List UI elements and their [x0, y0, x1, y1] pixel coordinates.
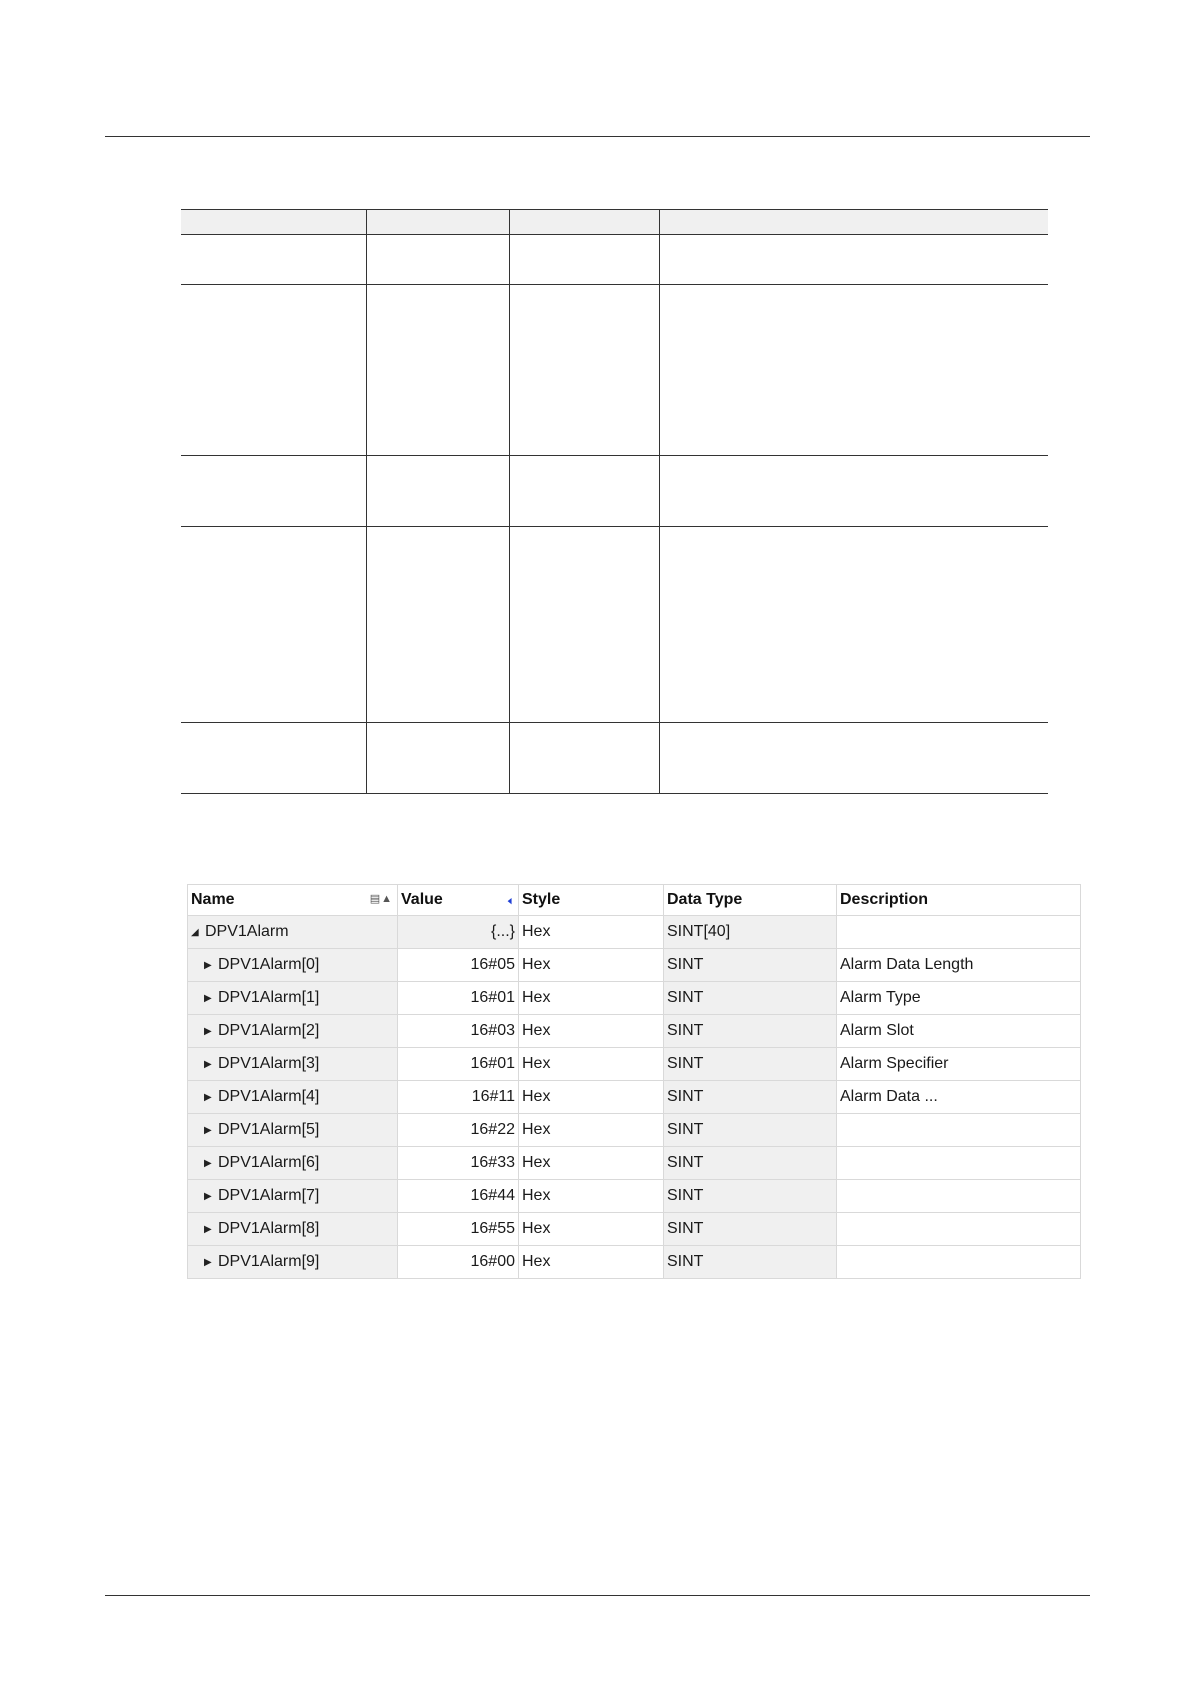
tag-data-type-cell[interactable]: SINT: [664, 949, 837, 982]
tag-style-cell[interactable]: Hex: [519, 1180, 664, 1213]
tag-value-cell[interactable]: 16#33: [398, 1147, 519, 1180]
parameter-cell: [509, 285, 659, 456]
parameter-cell: [366, 723, 509, 794]
parameter-cell: [659, 235, 1048, 285]
tag-name-cell[interactable]: [188, 982, 398, 1015]
tag-name: DPV1Alarm[1]: [218, 989, 320, 1006]
tag-style-cell[interactable]: Hex: [519, 1015, 664, 1048]
tag-data-type-cell[interactable]: SINT: [664, 982, 837, 1015]
tag-data-type-cell[interactable]: SINT: [664, 1213, 837, 1246]
tag-name-cell[interactable]: [188, 1015, 398, 1048]
tag-name: DPV1Alarm[7]: [218, 1187, 320, 1204]
tag-description-cell[interactable]: Alarm Data Length: [837, 949, 1081, 982]
tag-data-type-cell[interactable]: SINT: [664, 1081, 837, 1114]
parameter-cell: [366, 456, 509, 527]
tag-value-cell[interactable]: 16#55: [398, 1213, 519, 1246]
parameter-cell: [181, 235, 366, 285]
parameter-row: [181, 527, 1048, 723]
tag-description-cell[interactable]: [837, 1180, 1081, 1213]
tag-name-cell[interactable]: [188, 1180, 398, 1213]
column-header-data-type[interactable]: Data Type: [664, 885, 837, 916]
parameter-row: [181, 456, 1048, 527]
expand-triangle-icon[interactable]: ▶: [204, 1224, 212, 1235]
parameter-cell: [659, 456, 1048, 527]
tag-row[interactable]: [188, 1081, 1081, 1114]
column-header-style[interactable]: Style: [519, 885, 664, 916]
tag-row[interactable]: [188, 949, 1081, 982]
tag-row[interactable]: [188, 1246, 1081, 1279]
tag-value-cell[interactable]: 16#05: [398, 949, 519, 982]
tag-value-cell[interactable]: 16#11: [398, 1081, 519, 1114]
tag-name: DPV1Alarm[6]: [218, 1154, 320, 1171]
parameter-row: [181, 285, 1048, 456]
tag-name-cell[interactable]: [188, 1147, 398, 1180]
tag-name: DPV1Alarm[0]: [218, 956, 320, 973]
tag-name-cell[interactable]: [188, 1246, 398, 1279]
parameter-header-cell: [509, 210, 659, 235]
parameter-row: [181, 235, 1048, 285]
tag-name-cell[interactable]: [188, 1114, 398, 1147]
pin-arrow-icon[interactable]: 🢐: [507, 894, 512, 908]
tag-description-cell[interactable]: Alarm Data ...: [837, 1081, 1081, 1114]
tag-name: DPV1Alarm[8]: [218, 1220, 320, 1237]
tag-grid-header: [188, 885, 1081, 916]
tag-style-cell[interactable]: Hex: [519, 982, 664, 1015]
expand-triangle-icon[interactable]: ▶: [204, 1158, 212, 1169]
tag-row[interactable]: [188, 1114, 1081, 1147]
expand-triangle-icon[interactable]: ▶: [204, 1257, 212, 1268]
tag-value-cell[interactable]: 16#00: [398, 1246, 519, 1279]
expand-triangle-icon[interactable]: ▶: [204, 1092, 212, 1103]
tag-value-cell[interactable]: 16#01: [398, 982, 519, 1015]
tag-value-cell[interactable]: 16#03: [398, 1015, 519, 1048]
parameter-cell: [659, 285, 1048, 456]
parameter-cell: [366, 527, 509, 723]
tag-data-type-cell[interactable]: SINT[40]: [664, 916, 837, 949]
parameter-header-cell: [181, 210, 366, 235]
tag-style-cell[interactable]: Hex: [519, 1048, 664, 1081]
parameter-cell: [181, 527, 366, 723]
tag-description-cell[interactable]: [837, 1213, 1081, 1246]
tag-data-type-cell[interactable]: SINT: [664, 1015, 837, 1048]
column-header-value[interactable]: [398, 885, 519, 916]
expand-triangle-icon[interactable]: ▶: [204, 1125, 212, 1136]
parameter-cell: [366, 285, 509, 456]
parameter-table: [181, 209, 1048, 794]
parameter-cell: [509, 723, 659, 794]
footer-rule: [105, 1595, 1090, 1596]
tag-name-cell[interactable]: [188, 1048, 398, 1081]
tag-description-cell[interactable]: [837, 1114, 1081, 1147]
tag-style-cell[interactable]: Hex: [519, 1081, 664, 1114]
tag-row-parent[interactable]: [188, 916, 1081, 949]
tag-style-cell[interactable]: Hex: [519, 916, 664, 949]
expand-triangle-icon[interactable]: ▶: [204, 1026, 212, 1037]
column-header-name[interactable]: [188, 885, 398, 916]
expand-triangle-icon[interactable]: ▶: [204, 1059, 212, 1070]
parameter-header-cell: [366, 210, 509, 235]
tag-style-cell[interactable]: Hex: [519, 1246, 664, 1279]
parameter-cell: [181, 285, 366, 456]
tag-row[interactable]: [188, 1213, 1081, 1246]
expand-triangle-icon[interactable]: ▶: [204, 960, 212, 971]
parameter-cell: [181, 723, 366, 794]
tag-value-cell[interactable]: {...}: [398, 916, 519, 949]
tag-row[interactable]: [188, 982, 1081, 1015]
tag-style-cell[interactable]: Hex: [519, 949, 664, 982]
expand-triangle-icon[interactable]: ▶: [204, 1191, 212, 1202]
tag-name: DPV1Alarm[5]: [218, 1121, 320, 1138]
tag-value-cell[interactable]: 16#01: [398, 1048, 519, 1081]
tag-name: DPV1Alarm[2]: [218, 1022, 320, 1039]
collapse-triangle-icon[interactable]: ◢: [191, 927, 199, 938]
tag-name: DPV1Alarm: [205, 923, 289, 940]
tag-data-type-cell[interactable]: SINT: [664, 1114, 837, 1147]
header-rule: [105, 136, 1090, 137]
expand-triangle-icon[interactable]: ▶: [204, 993, 212, 1004]
parameter-cell: [659, 527, 1048, 723]
tag-name: DPV1Alarm[9]: [218, 1253, 320, 1270]
column-header-value-label: Value: [401, 891, 443, 908]
tag-name-cell[interactable]: [188, 1081, 398, 1114]
tag-name-cell[interactable]: [188, 1213, 398, 1246]
tag-data-type-cell[interactable]: SINT: [664, 1246, 837, 1279]
parameter-cell: [509, 235, 659, 285]
tag-value-cell[interactable]: 16#44: [398, 1180, 519, 1213]
tag-style-cell[interactable]: Hex: [519, 1147, 664, 1180]
tag-row[interactable]: [188, 1015, 1081, 1048]
column-chooser-sort-icon[interactable]: ▤▲: [369, 893, 393, 905]
tag-description-cell[interactable]: [837, 1246, 1081, 1279]
tag-data-type-cell[interactable]: SINT: [664, 1147, 837, 1180]
parameter-table-header: [181, 210, 1048, 235]
tag-description-cell[interactable]: Alarm Type: [837, 982, 1081, 1015]
tag-name: DPV1Alarm[3]: [218, 1055, 320, 1072]
parameter-row: [181, 723, 1048, 794]
column-header-description[interactable]: Description: [837, 885, 1081, 916]
tag-style-cell[interactable]: Hex: [519, 1213, 664, 1246]
tag-value-cell[interactable]: 16#22: [398, 1114, 519, 1147]
tag-data-type-cell[interactable]: SINT: [664, 1048, 837, 1081]
tag-editor-grid: [187, 884, 1081, 1279]
parameter-cell: [659, 723, 1048, 794]
tag-description-cell[interactable]: Alarm Specifier: [837, 1048, 1081, 1081]
tag-description-cell[interactable]: [837, 1147, 1081, 1180]
parameter-header-cell: [659, 210, 1048, 235]
tag-style-cell[interactable]: Hex: [519, 1114, 664, 1147]
tag-row[interactable]: [188, 1180, 1081, 1213]
column-header-name-label: Name: [191, 891, 235, 908]
parameter-cell: [509, 527, 659, 723]
tag-data-type-cell[interactable]: SINT: [664, 1180, 837, 1213]
tag-description-cell[interactable]: Alarm Slot: [837, 1015, 1081, 1048]
tag-row[interactable]: [188, 1048, 1081, 1081]
tag-name-cell[interactable]: [188, 916, 398, 949]
tag-description-cell[interactable]: [837, 916, 1081, 949]
tag-name-cell[interactable]: [188, 949, 398, 982]
parameter-cell: [509, 456, 659, 527]
tag-name: DPV1Alarm[4]: [218, 1088, 320, 1105]
tag-row[interactable]: [188, 1147, 1081, 1180]
parameter-cell: [181, 456, 366, 527]
parameter-cell: [366, 235, 509, 285]
